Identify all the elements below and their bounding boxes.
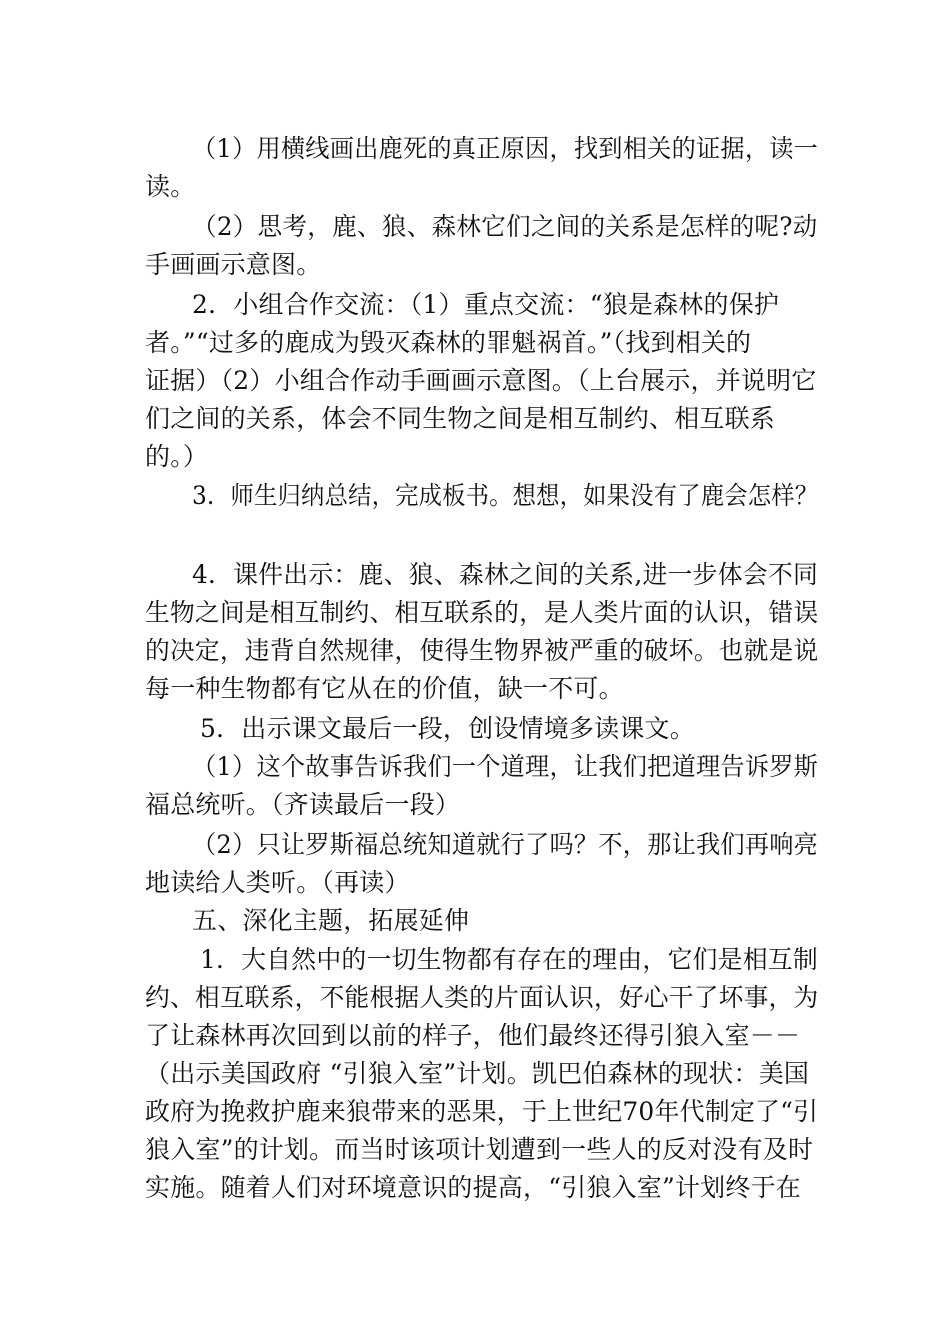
text-line: 证据）（2）小组合作动手画画示意图。（上台展示，并说明它 (145, 366, 817, 395)
text-line: 生物之间是相互制约、相互联系的，是人类片面的认识，错误 (145, 598, 819, 627)
text-line: 的。） (145, 442, 209, 471)
text-line: （1）这个故事告诉我们一个道理，让我们把道理告诉罗斯 (192, 752, 819, 781)
text-line: 狼入室”的计划。而当时该项计划遭到一些人的反对没有及时 (145, 1135, 814, 1164)
text-line: （2）只让罗斯福总统知道就行了吗？不，那让我们再响亮 (192, 830, 819, 859)
text-line: （2）思考，鹿、狼、森林它们之间的关系是怎样的呢?动 (192, 212, 818, 241)
text-line: 的决定，违背自然规律，使得生物界被严重的破坏。也就是说 (145, 636, 819, 665)
text-line: 读。 (145, 172, 196, 201)
text-line: 手画画示意图。 (145, 250, 322, 279)
text-line: 政府为挽救护鹿来狼带来的恶果，于上世纪70年代制定了“引 (145, 1097, 819, 1126)
text-line: 福总统听。（齐读最后一段） (145, 790, 461, 819)
section-heading: 五、深化主题，拓展延伸 (192, 906, 470, 935)
text-line: 地读给人类听。（再读） (145, 868, 410, 897)
text-line: 4．课件出示：鹿、狼、森林之间的关系,进一步体会不同 (192, 560, 819, 589)
text-line: 约、相互联系，不能根据人类的片面认识，好心干了坏事，为 (145, 983, 819, 1012)
text-line: 实施。随着人们对环境意识的提高，“引狼入室”计划终于在 (145, 1173, 801, 1202)
text-line: 了让森林再次回到以前的样子，他们最终还得引狼入室－－ (145, 1021, 801, 1050)
text-line: 2．小组合作交流：（1）重点交流：“狼是森林的保护 (192, 290, 780, 319)
text-line: 每一种生物都有它从在的价值，缺一不可。 (145, 674, 624, 703)
text-line: 1．大自然中的一切生物都有存在的理由，它们是相互制 (200, 945, 818, 974)
text-line: 5．出示课文最后一段，创设情境多读课文。 (200, 714, 695, 743)
text-line: 们之间的关系，体会不同生物之间是相互制约、相互联系 (145, 404, 776, 433)
text-line: 3．师生归纳总结，完成板书。想想，如果没有了鹿会怎样？ (192, 481, 819, 510)
text-line: 者。”“过多的鹿成为毁灭森林的罪魁祸首。”（找到相关的 (145, 328, 752, 357)
text-line: （出示美国政府 “引狼入室”计划。凯巴伯森林的现状：美国 (145, 1059, 810, 1088)
text-line: （1）用横线画出鹿死的真正原因，找到相关的证据，读一 (192, 134, 819, 163)
